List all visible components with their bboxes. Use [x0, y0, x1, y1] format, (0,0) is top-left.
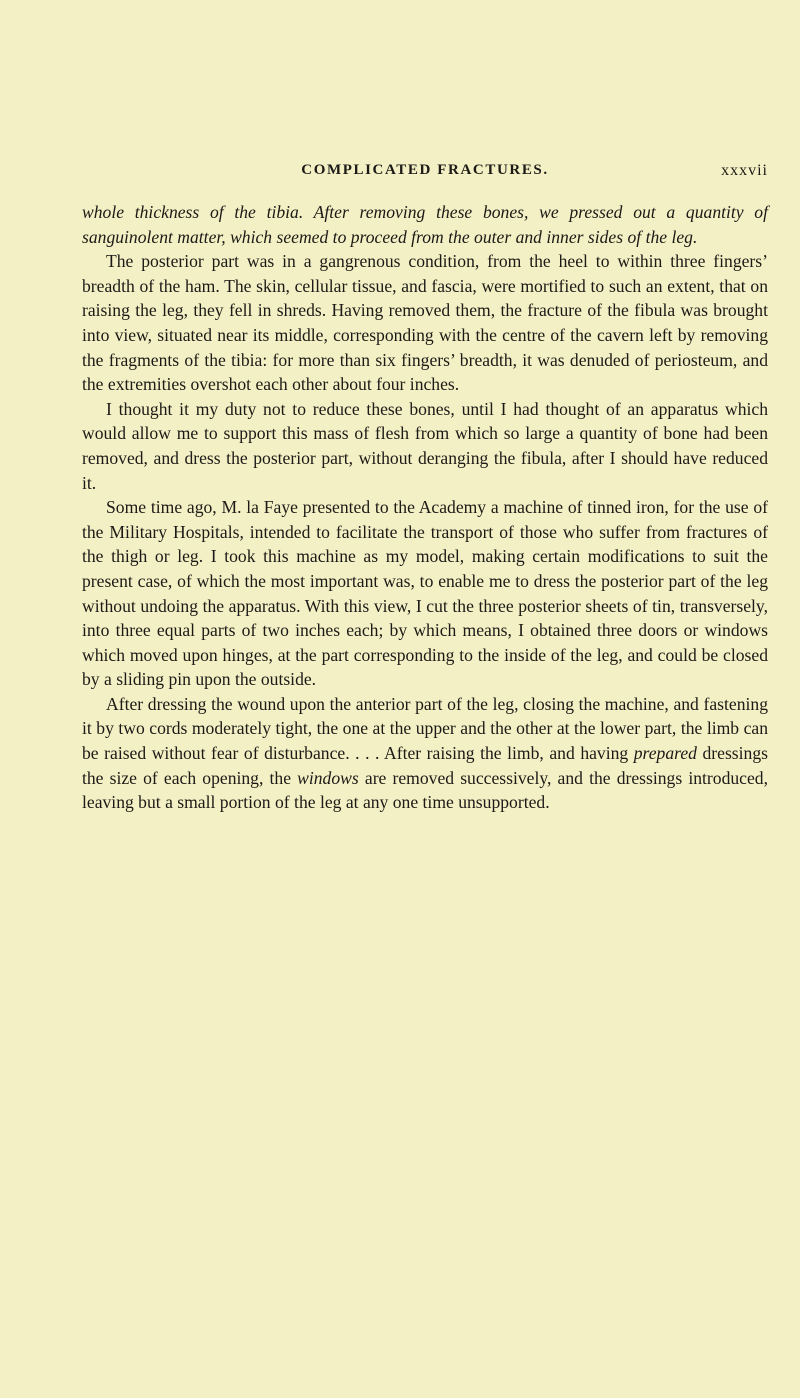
paragraph-5: [82, 692, 768, 815]
paragraph-3: I thought it my duty not to reduce these bones, until I had thought of an apparatus which would allow me to support this mass of flesh from which so large a quantity of bone had been removed, and dress the posterior part, without deranging the fibula, after I should have reduced it.: [82, 398, 768, 493]
paragraph-5-part-a: After dressing the wound upon the anterior part of the leg, closing the machine, and fastening it by two cords moderately tight, the one at the upper and the other at the lower part, the limb can be raised without fear of disturbance. . . . After raising the limb, and having: [82, 693, 768, 764]
paragraph-5-part-e: are removed successively, and the dressings introduced, leaving but a small portion of the leg at any one time unsupported.: [82, 767, 768, 813]
paragraph-1-italic: whole thickness of the tibia. After removing these bones, we pressed out a quantity of sanguinolent matter, which seemed to proceed from the outer and inner sides of the leg.: [82, 202, 768, 247]
body-text: [82, 200, 768, 815]
running-head: [82, 162, 768, 186]
emphasis-prepared: prepared: [633, 743, 697, 764]
paragraph-5-part-c: dressings the size of each opening, the: [82, 743, 768, 788]
paragraph-4: Some time ago, M. la Faye presented to the Academy a machine of tinned iron, for the use of the Military Hospitals, intended to facilitate the transport of those who suffer from fractures of the thigh or leg. I took this machine as my model, making certain modifications to suit the present case, of which the most important was, to enable me to dress the posterior part of the leg without undoing the apparatus. With this view, I cut the three posterior sheets of tin, transversely, into three equal parts of two inches each; by which means, I obtained three doors or windows which moved upon hinges, at the part corresponding to the inside of the leg, and could be closed by a sliding pin upon the outside.: [82, 497, 768, 690]
paragraph-2: The posterior part was in a gangrenous condition, from the heel to within three fingers’ breadth of the ham. The skin, cellular tissue, and fascia, were mortified to such an extent, that on raising the leg, they fell in shreds. Having removed them, the fracture of the fibula was brought into view, situated near its middle, corresponding with the centre of the cavern left by removing the fragments of the tibia: for more than six fingers’ breadth, it was denuded of periosteum, and the extremities overshot each other about four inches.: [82, 251, 768, 395]
page-number: xxxvii: [721, 162, 768, 179]
emphasis-windows: windows: [297, 767, 359, 788]
running-title: COMPLICATED FRACTURES.: [301, 162, 549, 178]
